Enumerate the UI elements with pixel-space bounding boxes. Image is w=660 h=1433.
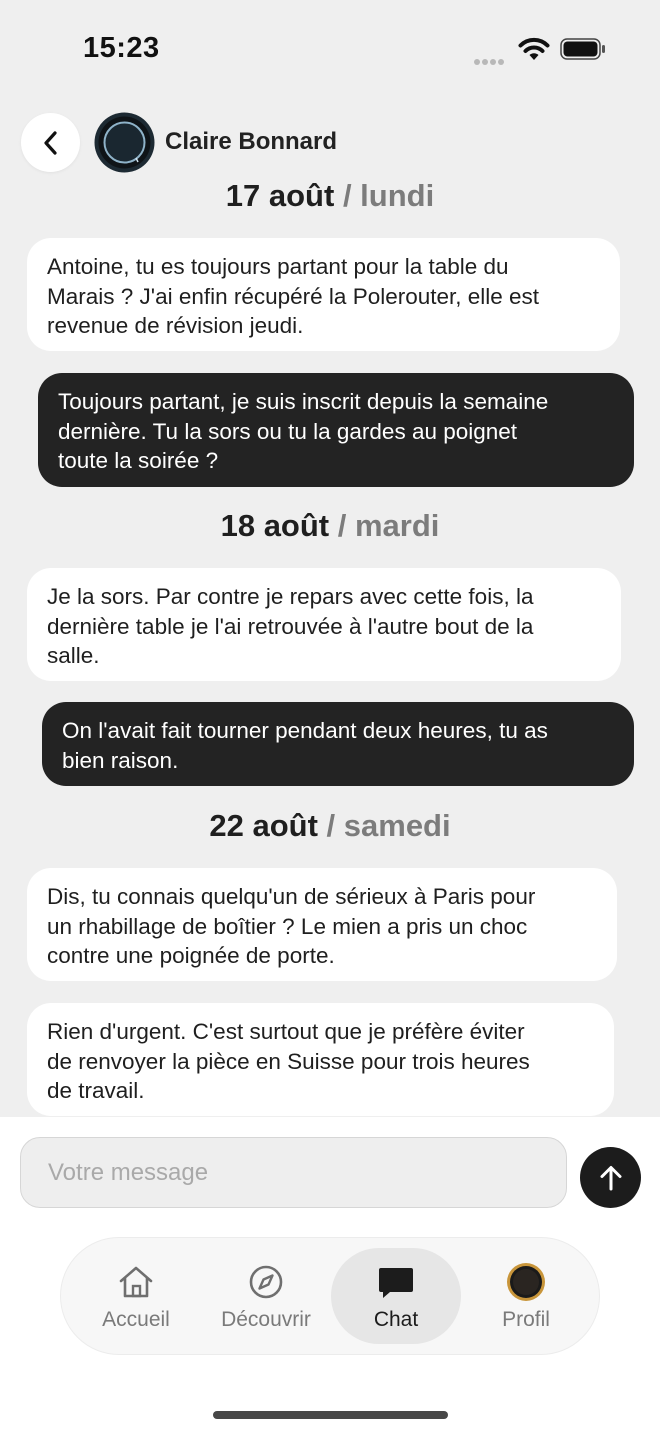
message-line: de renvoyer la pièce en Suisse pour trois heures [47,1048,530,1074]
chat-area[interactable] [0,175,660,1117]
date-label: 22 août [209,808,318,843]
tab-chat[interactable] [331,1248,461,1344]
status-time: 15:23 [83,32,160,64]
date-separator [0,508,660,544]
profile-watch-icon [506,1262,546,1302]
battery-icon [560,37,606,61]
message-line: Je la sors. Par contre je repars avec cette fois, la [47,584,534,609]
tab-decouvrir[interactable] [201,1248,331,1344]
tab-label: Chat [373,1308,419,1331]
message-line: Marais ? J'ai enfin récupéré la Polerouter, elle est [47,283,540,309]
tab-bar [60,1237,600,1355]
message-line: Antoine, tu es toujours partant pour la table du [47,254,509,279]
tab-profil[interactable] [461,1248,591,1344]
weekday-label: / mardi [337,508,440,543]
wifi-icon [517,36,551,62]
message-line: un rhabillage de boîtier ? Le mien a pris un choc [47,913,528,939]
chevron-left-icon [41,130,61,156]
home-indicator [213,1411,448,1419]
chat-bubble-icon [376,1262,416,1302]
message-line: contre une poignée de porte. [47,943,335,968]
message-incoming[interactable] [27,568,621,681]
arrow-up-icon [598,1164,624,1192]
status-bar [0,0,660,100]
message-line: Dis, tu connais quelqu'un de sérieux à Paris pour [47,884,536,909]
message-line: Rien d'urgent. C'est surtout que je préfère éviter [47,1019,525,1044]
message-line: Toujours partant, je suis inscrit depuis la semaine [58,389,549,414]
message-incoming[interactable] [27,868,617,981]
tab-label: Découvrir [221,1308,311,1331]
avatar[interactable] [94,112,155,173]
weekday-label: / lundi [342,178,435,213]
home-icon [116,1262,156,1302]
message-line: revenue de révision jeudi. [47,313,304,338]
compass-icon [246,1262,286,1302]
message-outgoing[interactable] [42,702,634,786]
message-input[interactable] [20,1137,567,1208]
weekday-label: / samedi [326,808,451,843]
tab-label: Accueil [102,1308,170,1331]
back-button[interactable] [21,113,80,172]
message-line: toute la soirée ? [58,448,219,473]
date-separator [0,808,660,844]
tab-label: Profil [502,1308,550,1331]
message-outgoing[interactable] [38,373,634,487]
cellular-signal-icon [474,52,508,58]
message-line: On l'avait fait tourner pendant deux heures, tu as [62,718,548,743]
date-separator [0,178,660,214]
date-label: 18 août [220,508,330,543]
message-line: bien raison. [62,747,179,773]
message-line: salle. [47,643,100,668]
send-button[interactable] [580,1147,641,1208]
message-incoming[interactable] [27,1003,614,1116]
tab-accueil[interactable] [71,1248,201,1344]
contact-name: Claire Bonnard [165,128,338,155]
message-incoming[interactable] [27,238,620,351]
message-line: dernière. Tu la sors ou tu la gardes au poignet [58,418,518,444]
date-label: 17 août [225,178,335,213]
message-line: dernière table je l'ai retrouvée à l'autre bout de la [47,613,534,639]
message-line: de travail. [47,1078,145,1103]
